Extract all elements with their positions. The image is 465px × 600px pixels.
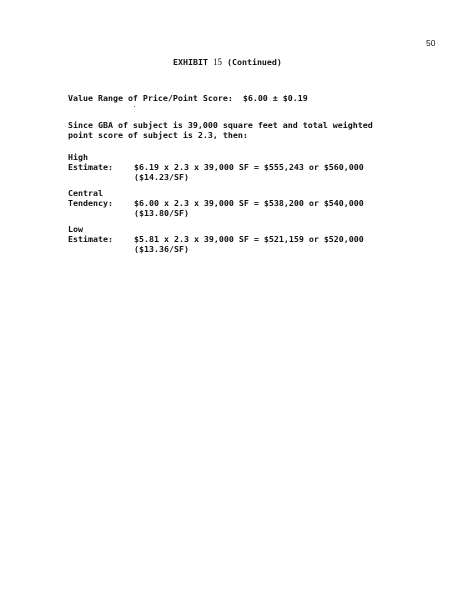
value-range-line: Value Range of Price/Point Score: $6.00 ± $0.19 (68, 93, 308, 103)
high-per-sf: ($14.23/SF) (134, 172, 189, 182)
central-label-2: Tendency: (68, 198, 113, 208)
high-label-2: Estimate: (68, 162, 113, 172)
since-line-1: Since GBA of subject is 39,000 square feet and total weighted (68, 120, 373, 130)
high-label: High (68, 152, 88, 162)
speck-mark (134, 106, 135, 107)
low-label-2: Estimate: (68, 234, 113, 244)
central-calc: $6.00 x 2.3 x 39,000 SF = $538,200 or $540,000 (134, 198, 364, 208)
exhibit-label: EXHIBIT (173, 57, 208, 67)
central-label: Central (68, 188, 103, 198)
since-line-2: point score of subject is 2.3, then: (68, 130, 248, 140)
low-per-sf: ($13.36/SF) (134, 244, 189, 254)
low-calc: $5.81 x 2.3 x 39,000 SF = $521,159 or $520,000 (134, 234, 364, 244)
exhibit-number: 15 (212, 57, 222, 67)
central-per-sf: ($13.80/SF) (134, 208, 189, 218)
low-label: Low (68, 224, 83, 234)
exhibit-suffix: (Continued) (226, 57, 282, 67)
exhibit-title (173, 57, 282, 67)
high-calc: $6.19 x 2.3 x 39,000 SF = $555,243 or $560,000 (134, 162, 364, 172)
page-number: 50 (426, 38, 436, 48)
